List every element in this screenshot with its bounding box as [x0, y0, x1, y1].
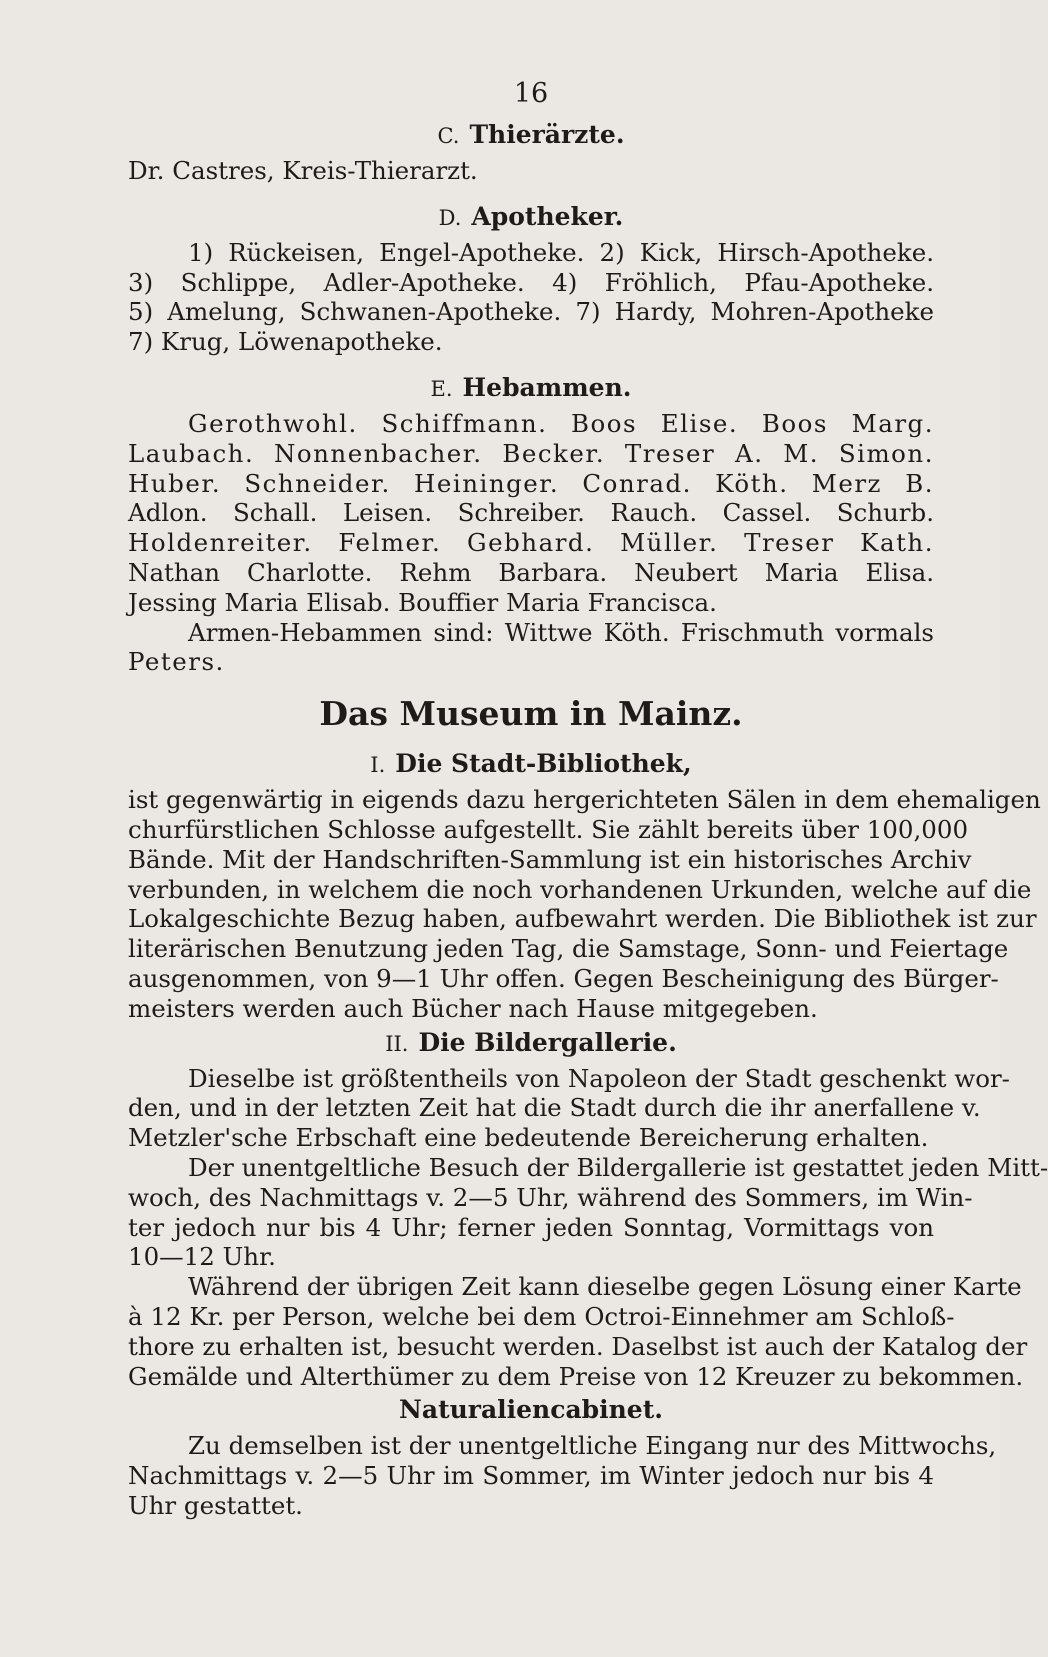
- text-line: Bände. Mit der Handschriften-Sammlung ist ein historisches Archiv: [128, 844, 972, 874]
- text-line: Gerothwohl. Schiffmann. Boos Elise. Boos Marg.: [188, 408, 934, 438]
- text-line: 5) Amelung, Schwanen-Apotheke. 7) Hardy, Mohren-Apotheke: [128, 297, 934, 327]
- text-line: Uhr gestattet.: [128, 1490, 303, 1520]
- section-number: I.: [370, 753, 386, 778]
- text-line: Holdenreiter. Felmer. Gebhard. Müller. Treser Kath.: [128, 528, 934, 558]
- section-title: Die Bildergallerie.: [418, 1027, 677, 1057]
- text-line: literärischen Benutzung jeden Tag, die Samstage, Sonn- und Feiertage: [128, 934, 1009, 964]
- section-title: Die Stadt-Bibliothek,: [395, 749, 692, 779]
- section-heading-hebammen: [128, 369, 934, 409]
- text-line: Peters.: [128, 647, 225, 677]
- section-title: Thierärzte.: [469, 120, 625, 149]
- text-line: ter jedoch nur bis 4 Uhr; ferner jeden Sonntag, Vormittags von: [128, 1212, 934, 1242]
- text-line: Nathan Charlotte. Rehm Barbara. Neubert Maria Elisa.: [128, 557, 934, 587]
- text-line: Gemälde und Alterthümer zu dem Preise von 12 Kreuzer zu bekommen.: [128, 1361, 1024, 1391]
- text-line: churfürstlichen Schlosse aufgestellt. Sie zählt bereits über 100,000: [128, 814, 969, 844]
- section-heading-apotheker: [128, 198, 934, 238]
- text-line: Jessing Maria Elisab. Bouffier Maria Francisca.: [128, 587, 717, 617]
- text-line: Armen-Hebammen sind: Wittwe Köth. Frischmuth vormals: [188, 617, 934, 647]
- text-line: Zu demselben ist der unentgeltliche Eingang nur des Mittwochs,: [188, 1431, 997, 1461]
- section-title: Hebammen.: [462, 372, 632, 402]
- text-line: Dieselbe ist größtentheils von Napoleon der Stadt geschenkt wor-: [188, 1063, 1010, 1093]
- text-line: 10—12 Uhr.: [128, 1242, 276, 1272]
- page-number: 16: [513, 78, 549, 109]
- text-line: woch, des Nachmittags v. 2—5 Uhr, während des Sommers, im Win-: [128, 1182, 973, 1212]
- text-line: verbunden, in welchem die noch vorhandenen Urkunden, welche auf die: [128, 874, 1032, 904]
- text-line: Lokalgeschichte Bezug haben, aufbewahrt werden. Die Bibliothek ist zur: [128, 904, 1037, 934]
- text-line: den, und in der letzten Zeit hat die Stadt durch die ihr anerfallene v.: [128, 1093, 981, 1123]
- text-line: à 12 Kr. per Person, welche bei dem Octroi-Einnehmer am Schloß-: [128, 1301, 955, 1331]
- text-line: 3) Schlippe, Adler-Apotheke. 4) Fröhlich, Pfau-Apotheke.: [128, 267, 934, 297]
- section-title: Naturaliencabinet.: [399, 1395, 663, 1425]
- text-line: ausgenommen, von 9—1 Uhr offen. Gegen Bescheinigung des Bürger-: [128, 963, 999, 993]
- text-line: Während der übrigen Zeit kann dieselbe gegen Lösung einer Karte: [188, 1272, 1022, 1302]
- text-line: Nachmittags v. 2—5 Uhr im Sommer, im Winter jedoch nur bis 4: [128, 1461, 934, 1491]
- section-number: II.: [385, 1031, 409, 1056]
- text-line: 1) Rückeisen, Engel-Apotheke. 2) Kick, Hirsch-Apotheke.: [188, 237, 934, 267]
- text-line: Adlon. Schall. Leisen. Schreiber. Rauch. Cassel. Schurb.: [128, 498, 934, 528]
- text-line: 7) Krug, Löwenapotheke.: [128, 327, 443, 357]
- page-content: [128, 74, 1048, 1521]
- section-letter: E.: [430, 376, 453, 401]
- text-line: Dr. Castres, Kreis-Thierarzt.: [128, 156, 478, 185]
- section-heading-thieraerzte: [128, 116, 934, 156]
- text-line: Der unentgeltliche Besuch der Bildergallerie ist gestattet jeden Mitt-: [188, 1152, 1048, 1182]
- text-line: ist gegenwärtig in eigends dazu hergerichteten Sälen in dem ehemaligen: [128, 785, 1041, 815]
- text-line: Laubach. Nonnenbacher. Becker. Treser A. M. Simon.: [128, 438, 934, 468]
- text-line: meisters werden auch Bücher nach Hause mitgegeben.: [128, 993, 818, 1023]
- section-letter: D.: [438, 205, 462, 230]
- section-heading-naturaliencabinet: [128, 1391, 934, 1431]
- text-line: Metzler'sche Erbschaft eine bedeutende Bereicherung erhalten.: [128, 1123, 929, 1153]
- museum-title: Das Museum in Mainz.: [319, 694, 743, 734]
- section-title: Apotheker.: [471, 201, 624, 231]
- section-heading-bildergallerie: [128, 1024, 934, 1064]
- text-line: Huber. Schneider. Heininger. Conrad. Köth. Merz B.: [128, 468, 934, 498]
- text-line: thore zu erhalten ist, besucht werden. Daselbst ist auch der Katalog der: [128, 1331, 1028, 1361]
- section-heading-stadt-bibliothek: [128, 745, 934, 785]
- section-letter: C.: [437, 124, 460, 148]
